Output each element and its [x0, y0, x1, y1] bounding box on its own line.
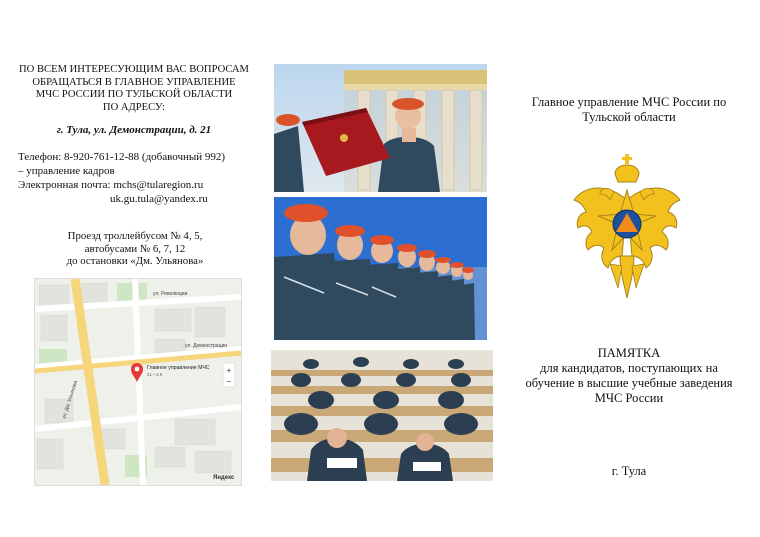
memo-line: обучение в высшие учебные заведения [525, 376, 733, 390]
department: – управление кадров [18, 165, 115, 177]
cadet-oath-photo [274, 64, 487, 192]
city: г. Тула [611, 464, 647, 478]
email-secondary: uk.gu.tula@yandex.ru [110, 193, 208, 205]
transport-info [40, 230, 230, 268]
address: г. Тула, ул. Демонстрации, д. 21 [56, 124, 212, 136]
org-line: Главное управление МЧС России по [531, 95, 727, 109]
org-line: Тульской области [582, 110, 676, 124]
notice-line: ПО ВСЕМ ИНТЕРЕСУЮЩИМ ВАС ВОПРОСАМ [19, 64, 249, 75]
notice-line: ОБРАЩАТЬСЯ В ГЛАВНОЕ УПРАВЛЕНИЕ [32, 76, 236, 88]
emchs-emblem-icon [570, 152, 684, 302]
memo-line: МЧС России [594, 391, 664, 405]
location-map [34, 278, 242, 486]
email-primary: Электронная почта: mchs@tularegion.ru [18, 179, 204, 191]
transport-line: Проезд троллейбусом № 4, 5, [67, 230, 203, 242]
svg-text:+: + [226, 366, 232, 375]
notice-line: МЧС РОССИИ ПО ТУЛЬСКОЙ ОБЛАСТИ [35, 89, 233, 101]
transport-line: до остановки «Дм. Ульянова» [66, 255, 204, 268]
street-label: ул. Революции [153, 291, 188, 297]
svg-text:−: − [226, 377, 232, 386]
marker-sub: 21 • 4,6 [147, 372, 163, 377]
street-label: ул. Демонстрации [185, 343, 228, 349]
map-brand: Яндекс [213, 475, 235, 481]
contacts-block [18, 150, 258, 206]
memo-line: для кандидатов, поступающих на [540, 361, 718, 375]
memo-title: ПАМЯТКА [597, 346, 661, 360]
cadets-formation-photo [274, 197, 487, 340]
street-label: ул. Дм. Ульянова [61, 380, 80, 420]
organization-title [518, 95, 740, 125]
zoom-controls[interactable] [223, 363, 235, 387]
memo-block [506, 346, 752, 406]
contact-notice [18, 64, 250, 114]
phone: Телефон: 8-920-761-12-88 (добавочный 992) [18, 151, 226, 163]
exam-hall-photo [271, 350, 493, 481]
transport-line: автобусами № 6, 7, 12 [84, 242, 186, 255]
notice-line: ПО АДРЕСУ: [102, 101, 166, 113]
marker-label: Главное управление МЧС [147, 365, 210, 371]
